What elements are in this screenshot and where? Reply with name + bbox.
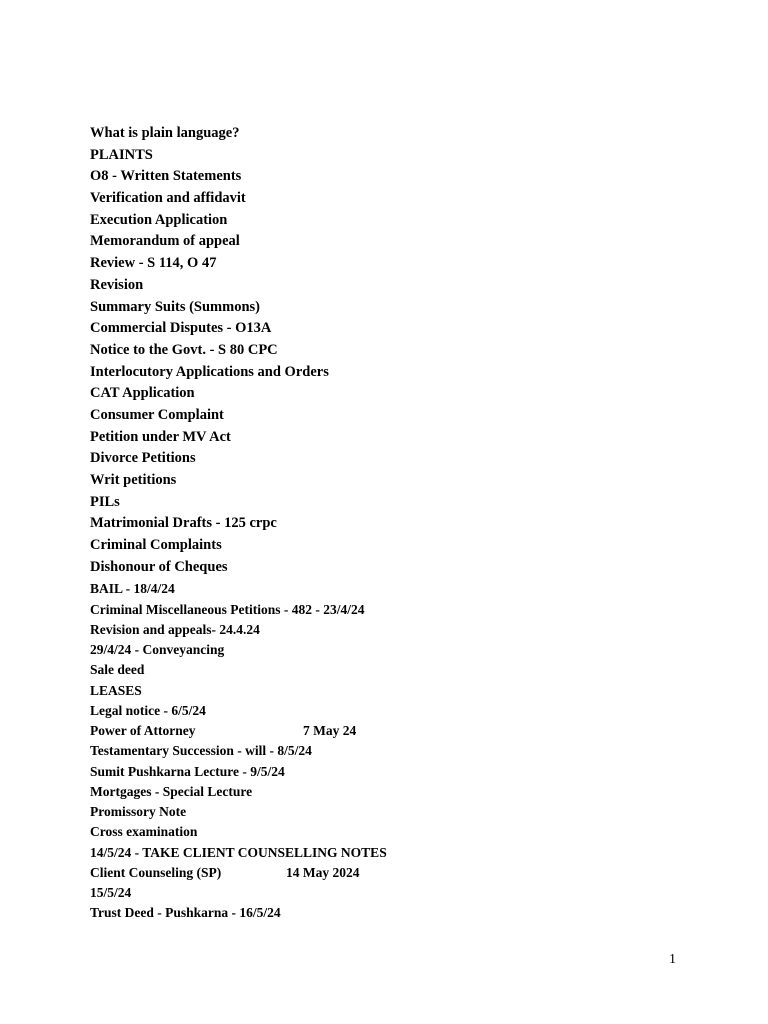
list-item: What is plain language? xyxy=(90,125,240,141)
list-item: Revision and appeals- 24.4.24 xyxy=(90,621,260,637)
list-item: O8 - Written Statements xyxy=(90,168,242,185)
list-item: PLAINTS xyxy=(90,146,153,163)
list-item: 15/5/24 xyxy=(90,885,132,901)
list-item-date: 14 May 2024 xyxy=(286,864,360,880)
list-item: BAIL - 18/4/24 xyxy=(90,581,175,597)
list-item: Dishonour of Cheques xyxy=(90,558,228,575)
list-item: Writ petitions xyxy=(90,472,177,488)
list-item: Divorce Petitions xyxy=(90,450,196,467)
list-item: Cross examination xyxy=(90,824,198,840)
list-item-client-counseling xyxy=(90,863,690,883)
list-item: Legal notice - 6/5/24 xyxy=(90,702,206,718)
list-item-label: Client Counseling (SP) xyxy=(90,864,222,880)
topic-list xyxy=(90,123,690,924)
list-item: Memorandum of appeal xyxy=(90,233,240,250)
list-item: Review - S 114, O 47 xyxy=(90,255,217,272)
list-item: Consumer Complaint xyxy=(90,406,224,423)
list-item: Mortgages - Special Lecture xyxy=(90,783,253,799)
list-item: Promissory Note xyxy=(90,804,187,820)
list-item: Sumit Pushkarna Lecture - 9/5/24 xyxy=(90,763,285,779)
list-item: Matrimonial Drafts - 125 crpc xyxy=(90,515,277,532)
list-item: Criminal Complaints xyxy=(90,537,222,554)
list-item-power-of-attorney xyxy=(90,721,690,741)
list-item: PILs xyxy=(90,493,120,510)
list-item: Sale deed xyxy=(90,662,145,678)
list-item-date: 7 May 24 xyxy=(303,723,357,739)
list-item: Testamentary Succession - will - 8/5/24 xyxy=(90,743,312,759)
list-item: Criminal Miscellaneous Petitions - 482 - 23/4/24 xyxy=(90,601,365,617)
page-number: 1 xyxy=(669,952,676,967)
list-item: Commercial Disputes - O13A xyxy=(90,320,272,337)
list-item: 29/4/24 - Conveyancing xyxy=(90,642,225,658)
list-item-label: Power of Attorney xyxy=(90,723,196,739)
list-item: Trust Deed - Pushkarna - 16/5/24 xyxy=(90,905,281,921)
list-item: Interlocutory Applications and Orders xyxy=(90,363,329,380)
list-item: 14/5/24 - TAKE CLIENT COUNSELLING NOTES xyxy=(90,844,387,860)
list-item: Revision xyxy=(90,276,144,293)
list-item: LEASES xyxy=(90,682,142,698)
list-item: Summary Suits (Summons) xyxy=(90,298,260,315)
list-item: Verification and affidavit xyxy=(90,190,246,207)
list-item: Notice to the Govt. - S 80 CPC xyxy=(90,341,278,358)
list-item: Execution Application xyxy=(90,211,228,228)
list-item: CAT Application xyxy=(90,385,195,402)
list-item: Petition under MV Act xyxy=(90,428,231,445)
